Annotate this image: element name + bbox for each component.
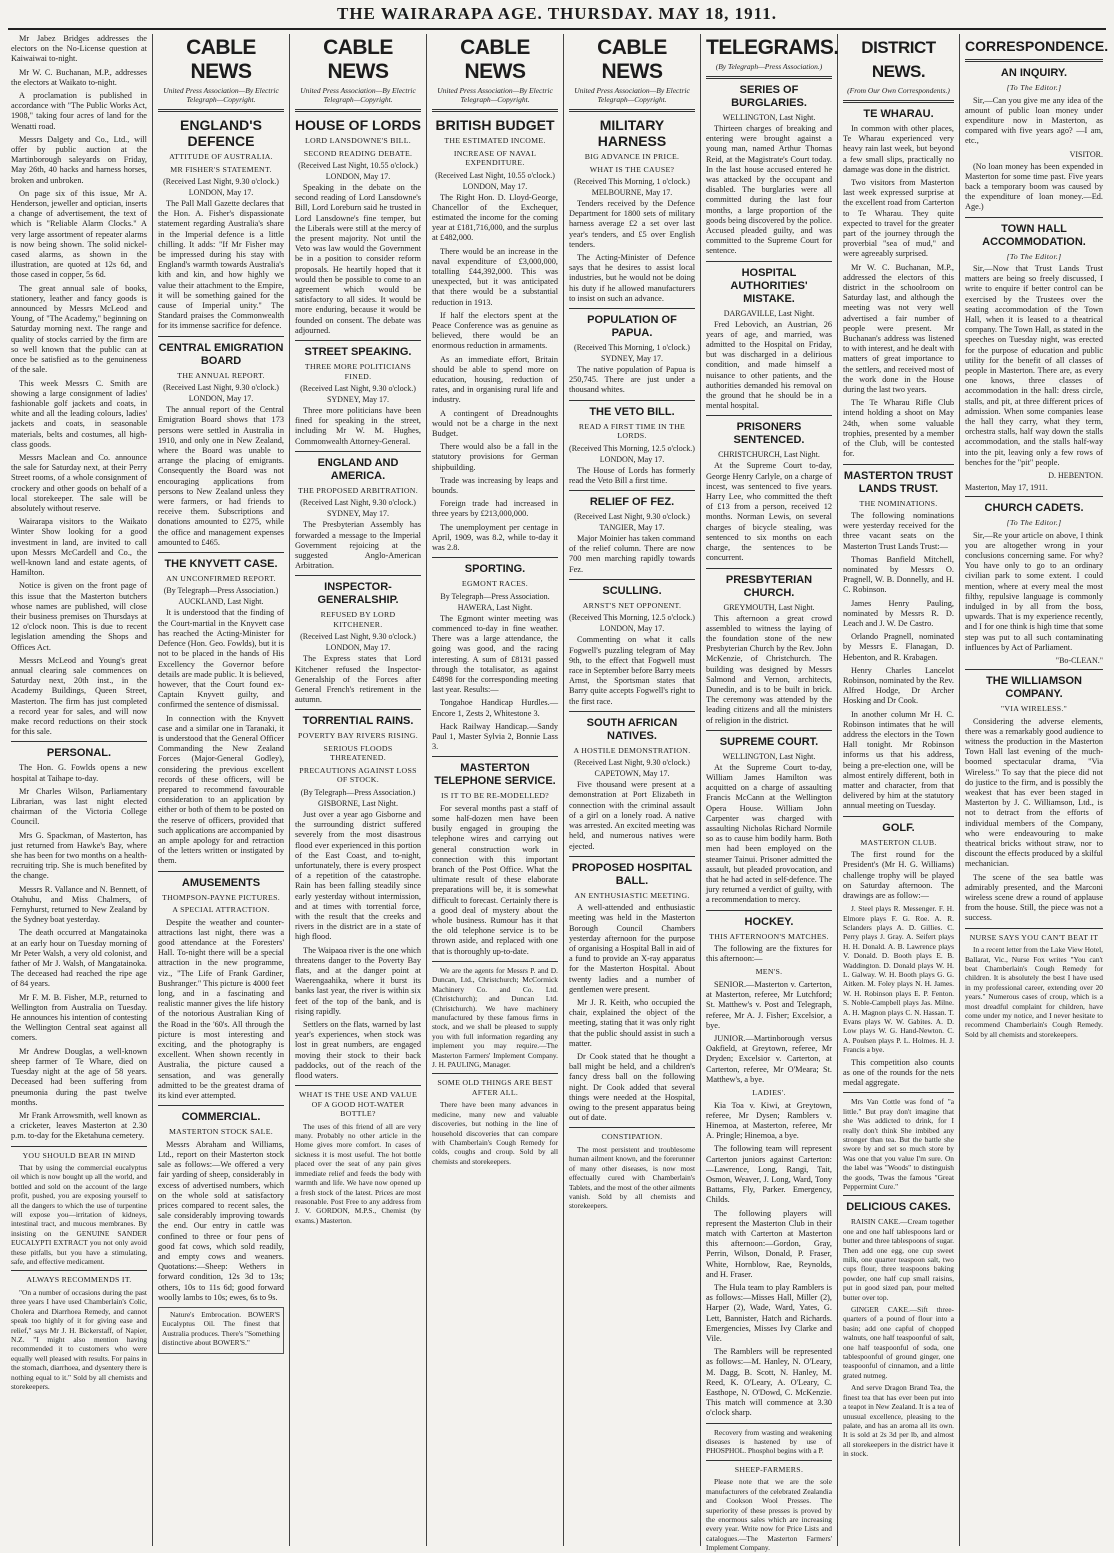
letter-body: (No loan money has been expended in Masterton for some time past. Five years back a temporary boom was caused by the expenditure of loan money.—Ed. Age.) [965,161,1103,212]
dateline: CAPETOWN, May 17. [594,769,670,779]
article-body: GINGER CAKE.—Sift three-quarters of a pound of flour into a basin; add one capful of chopped walnuts, one half teaspoonful of salt, one half teaspoonful of soda, one tablespoonful of ground ginger, one teaspoonful of cinnamon, and a little grated nutmeg. [843,1305,954,1380]
article-body: James Henry Pauling, nominated by Messrs R. D. Leach and J. W. De Castro. [843,598,954,629]
divider [295,451,421,452]
news-paragraph: Mrs G. Spackman, of Masterton, has just returned from Hawke's Bay, where she has been for two months on a health-recruiting trip. She is much benefited by the change. [11,830,147,881]
letter-signature: "Bo-CLEAN." [1055,656,1103,666]
article-subhead: AN ENTHUSIASTIC MEETING. [574,890,690,900]
article-body: For several months past a staff of some half-dozen men have been busily engaged in grouping the telephone wires and carrying out general construction work in connection with this important branch of the Post Office. What the ultimate result of these elaborate preparations will be, it is somewhat difficult to forecast. Certainly there is a good deal of mystery about the whole business. Rumour has it that the old telephone service is to be thrown aside, and replaced with one that is thoroughly up-to-date. [432,803,558,956]
article-subhead: THOMPSON-PAYNE PICTURES. [162,892,280,902]
column-local-news [6,34,153,1546]
article-headline: CHURCH CADETS. [984,502,1084,515]
article-headline: MASTERTON TRUST LANDS TRUST. [843,469,954,495]
article-headline: STREET SPEAKING. [304,346,412,359]
article-body: This afternoon a great crowd assembled to witness the laying of the foundation stone of the new Presbyterian Church by the Rev. John McKenzie, of Christchurch. The building was designed by Messrs Salmond and Vernon, architects, Dunedin, and is to be built in brick. The ceremony was attended by the leading citizens and all the ministers of religion in the district. [706,613,832,725]
divider [432,109,558,112]
dateline: LONDON, May 17. [462,181,528,191]
news-paragraph: Mr Frank Arrowsmith, well known as a cricketer, leaves Masterton at 2.30 p.m. to-day for the Eketahuna cemetery. [11,1110,147,1141]
article-body: Thomas Banfield Mitchell, nominated by Messrs O. Pragnell, W. B. Donnelly, and H. C. Robinson. [843,554,954,595]
column-banner: DISTRICT NEWS. [861,38,936,81]
received-line: (Received Last Night, 10.55 o'clock.) [435,170,555,180]
divider [158,871,284,872]
advert-text: "On a number of occasions during the past three years I have used Chamberlain's Colic, Cholera and Diarrhoea Remedy, and cannot speak too highly of it for giving ease and relief," says Mr J. H. Bickerstaff, of Napier, N.Z. "I might also mention having recommended it to customers who were equally well pleased with results. For pains in the stomach, diarrhoea, and dysentery there is nothing equal to it." Sold by all chemists and storekeepers. [11,1287,147,1392]
received-line: (Received This Morning, 12.5 o'clock.) [569,613,695,623]
article-body: The first round for the President's (Mr H. G. Williams) challenge trophy will be played on Saturday afternoon. The drawings are as follow:— [843,850,954,900]
column-banner: CABLE NEWS [460,36,530,83]
received-line: (Received Last Night, 9.30 o'clock.) [163,177,279,186]
article-body: The Presbyterian Assembly has forwarded a message to the Imperial Government rejoicing at the suggested Anglo-American Arbitration. [295,520,421,571]
divider [295,709,421,710]
article-body: Thirteen charges of breaking and entering were brought against a young man, named Arthur Thomas Reid, at the Magistrate's Court today. In the last house accused entered he was attacked by the occupant and disabled. The burglaries were all committed during the last four months, a large proportion of the goods being discovered by the police. Accused pleaded guilty, and was committed to the Supreme Court for sentence. [706,124,832,256]
dateline: LONDON, May 17. [325,643,391,653]
received-line: (Received Last Night, 9.30 o'clock.) [300,498,416,508]
received-line: (Received Last Night, 9.30 o'clock.) [574,758,690,768]
article-body: Three more politicians have been fined for speaking in the street, including Mr W. M. Hughes, Commonwealth Attorney-General. [295,406,421,446]
news-paragraph: Messrs McLeod and Young's great annual clearing sale commences on Saturday next, 20th inst., in the Academy Buildings, Queen Street, Masterton. The firm has just completed a record year for sales, and will now make record reductions on their stock for this sale. [11,655,147,737]
article-body: If half the electors spent at the Peace Conference was as genuine as believed, there would be an enormous reduction in armaments. [432,310,558,351]
section-heading-personal: PERSONAL. [46,747,112,760]
article-body: The Right Hon. D. Lloyd-George, Chancellor of the Exchequer, estimated the income for the coming year at £181,716,000, and the surplus at £482,000. [432,192,558,243]
article-headline: GOLF. [882,821,915,834]
article-body: At the Supreme Court to-day, William James Hamilton was acquitted on a charge of assaulting Francis McCann at the Wellington Opera House. William John Carpenter was charged with assaulting Nicholas Richard Normile so as to cause him bodily harm. Both men had been employed on the steamer Tainui. Prisoner admitted the assault, but pleaded provocation, and that he had acted in self-defence. The jury returned a verdict of guilty, with a recommendation to mercy. [706,762,832,905]
article-subhead: PRECAUTIONS AGAINST LOSS OF STOCK. [299,765,417,785]
article-headline: DELICIOUS CAKES. [846,1201,951,1214]
article-headline: AN INQUIRY. [1000,67,1068,79]
divider [569,579,695,580]
news-paragraph: Mr Charles Wilson, Parliamentary Librarian, was last night elected chairman of the Victoria College Council. [11,786,147,827]
article-body: Commenting on what it calls Fogwell's puzzling telegram of May 9th, to the effect that Fogwell must race in September before Barry meets Arnst, the Sportsman states that Barry quite accepts Fogwell's right to the first race. [569,635,695,706]
article-body: In common with other places, Te Wharau experienced very heavy rain last week, but beyond a few small slips, practically no damage was done in the district. [843,124,954,174]
article-subhead: INCREASE OF NAVAL EXPENDITURE. [453,148,537,167]
divider [843,1092,954,1093]
dateline: SYDNEY, May 17. [326,509,390,519]
article-body: Considering the adverse elements, there was a remarkably good audience to witness the production in the Masterton Town Hall last evening of the much-boomed spectacular drama, "Via Wireless." To say that the piece did not do justice to the firm, and is possibly the weakest that has ever been staged in Masterton by J. C. Williamson, Ltd., is not to detract from the efforts of individual members of the Company, who were endeavouring to make theatrical bricks without straw, nor to discount the effects produced by a skilful mechanician. [965,716,1103,869]
dateline: HAWERA, Last Night. [457,602,533,612]
article-body: The Ramblers will be represented as follows:—M. Hanley, N. O'Leary, M. Dagg, B. Scott, N. Hanley, M. Reed, K. O'Leary, A. O'Leary, C. Easthope, N. O'Dowd, C. McKenzie. This match will commence at 3.30 o'clock sharp. [706,1347,832,1418]
article-subhead: MEN'S. [755,967,783,977]
divider [965,496,1103,497]
divider [158,109,284,112]
article-headline: THE VETO BILL. [589,405,675,418]
advert-heading: NURSE SAYS YOU CAN'T BEAT IT [969,932,1099,942]
advert-box [158,1307,284,1354]
news-paragraph: Mr W. C. Buchanan, M.P., addresses the electors at Waikato to-night. [11,67,147,87]
article-subhead: SERIOUS FLOODS THREATENED. [323,743,393,763]
dateline: GISBORNE, Last Night. [318,798,398,808]
article-body: Mr W. C. Buchanan, M.P., addressed the electors of this district in the schoolroom on Saturday last, and although the meeting was not very well advertised a fair number of people were present. Mr Buchanan's address was listened to with interest, and he dealt with matters of great importance to the settlers, and received most of the work done in the House during the last two years. [843,262,954,395]
article-headline: TOWN HALL ACCOMMODATION. [982,222,1086,248]
article-headline: SOUTH AFRICAN NATIVES. [586,716,678,742]
article-body: The following players will represent the Masterton Club in their match with Carterton at Masterton this afternoon:—Gordon, Gray, Perrin, Wilson, Donald, P. Fraser, White, Hornblow, Rae, Reynolds, and H. Fraser. [706,1208,832,1279]
article-subhead: EGMONT RACES. [461,579,529,589]
divider [11,1146,147,1147]
letter-body: Sir,—Re your article on above, I think you are altogether wrong in your conclusions concerning same. For why? You have only to go to an ordinary civilian park to some extent. I could mention, where at every meal the most filthy, repulsive language is commonly indulged in by all from the boss, upwards. That is my experience recently, and I for one think is high time that some step was put to all such contaminating influences by Act of Parliament. [965,530,1103,652]
divider [569,109,695,112]
news-paragraph: A proclamation is published in accordance with "The Public Works Act, 1908," taking four acres of land for the Wenatti road. [11,91,147,131]
article-headline: THE WILLIAMSON COMPANY. [986,675,1082,701]
news-paragraph: This week Messrs C. Smith are showing a large consignment of ladies' fashionable golf jackets and coats, in white and all the leading colours, ladies' jackets and coats, in seasonable materials, belts and costumes, all high-class goods. [11,378,147,449]
advert-heading: YOU SHOULD BEAR IN MIND [22,1150,136,1160]
article-body: As an immediate effort, Britain should be able to spend more on education, housing, reduction of rates, and in organising rural life and industry. [432,354,558,405]
article-subhead: IS IT TO BE RE-MODELLED? [440,791,550,801]
article-subhead: A HOSTILE DEMONSTRATION. [573,745,691,755]
news-paragraph: Mr F. M. B. Fisher, M.P., returned to Wellington from Australia on Tuesday. He announces his intention of contesting the Wellington Central seat against all comers. [11,992,147,1043]
article-body: The unemployment per centage in April, 1909, was 8.2, while to-day it was 2.8. [432,522,558,552]
received-line: (Received Last Night, 10.55 o'clock.) [298,161,418,170]
article-body: Trade was increasing by leaps and bounds. [432,475,558,495]
article-body: RAISIN CAKE.—Cream together one and one half tablespoons lard or butter and three tablespoons of sugar. Then add one egg, one cup sweet milk, one quarter teaspoon salt, two cups flour, three teaspoons baking powder, one half cup small raisins, put in good sized pan, pour melted butter over top. [843,1217,954,1302]
divider [158,1105,284,1106]
divider [843,816,954,817]
article-headline: COMMERCIAL. [181,1111,261,1124]
article-body: In another column Mr H. C. Robinson intimates that he will address the electors in the Town Hall tonight. Mr Robinson informs us that his address, being a pre-election one, will be almost entirely different, both in matter and character, from that delivered by him at the statutory annual meeting on Tuesday. [843,709,954,811]
dateline: WELLINGTON, Last Night. [722,751,816,761]
advert-text: Recovery from wasting and weakening diseases is hastened by use of PHOSPHOL. Phosphol begins with a P. [706,1427,832,1456]
article-body: And serve Dragon Brand Tea, the finest tea that has ever been put into a teapot in New Zealand. It is a tea of unusual excellence, pleasing to the palate, and has an aroma all its own. It is sold at 2s 3d per lb, and almost all storekeepers in the district have it in stock. [843,1383,954,1459]
newspaper-page [6,34,1109,1553]
divider [569,856,695,857]
received-line: (Received This Morning, 1 o'clock.) [574,177,690,186]
article-body: The Egmont winter meeting was commenced to-day in fine weather. There was a large attendance, the going was good, and the racing interesting. A sum of £8131 passed through the totalisator, as against £4898 for the corresponding meeting last year. Results:— [432,613,558,695]
article-headline: SCULLING. [602,584,662,597]
article-body: Fred Lebovich, an Austrian, 26 years of age, and married, was admitted to the Hospital on Friday, but was discharged in a delirious condition, and made himself a nuisance to other patients, and the authorities demanded his removal on the ground that he should be in a mental hospital. [706,319,832,411]
dateline: SYDNEY, May 17. [600,354,664,364]
received-line: (Received Last Night, 9.30 o'clock.) [574,512,690,522]
column-district-news [838,34,960,1546]
article-headline: PROPOSED HOSPITAL BALL. [571,861,693,887]
divider [706,910,832,911]
dateline: GREYMOUTH, Last Night. [723,602,815,612]
article-body: J. Steel plays R. Messenger. F. H. Elmore plays F. G. Roe. A. R. Sclanders plays A. D. Gillies. C. Perry plays J. Gray. A. Seifert plays H. H. Donald. A. B. Lawrence plays V. Donald. D. Booth plays E. B. Waddington. D. Donald plays W. H. L. Galway. W. H. Booth plays G. G. Aitken. M. Foley plays N. H. James. W. H. Robinson plays E. P. Fenton. S. Noble-Campbell plays Jas. Milne. A. H. Magnon plays C. N. Hassan. T. Evans plays W. W. Gabites. A. D. Low plays W. G. Hand-Newton. C. A. Poulsen plays P. L. Holmes. H. J. Francis a bye. [843,904,954,1055]
article-subhead: THE ESTIMATED INCOME. [444,136,546,145]
article-subhead: ARNST'S NET OPPONENT. [582,600,682,610]
article-subhead: WHAT IS THE CAUSE? [589,164,675,174]
letter-signature: D. HEBENTON. [1048,471,1103,481]
article-body: The Hula team to play Ramblers is as follows:—Misses Hall, Miller (2), Harper (2), Wade, Ward, Yates, G. Lett, Bannister, Hatch and Richards. Emergencies, Misses Ivy Clarke and Vile. [706,1282,832,1343]
article-headline: AMUSEMENTS [181,876,261,889]
byline: (By Telegraph—Press Association.) [715,62,823,71]
news-paragraph: Wairarapa visitors to the Waikato Winter Show looking for a good investment in land, are invited to call upon Messrs McCardell and Co., the well-known land and estate agents, of Hamilton. [11,517,147,578]
letter-body: Sir,—Now that Trust Lands Trust matters are being so freely discussed, I write to enquire if better control can be exercised by the Trustees over the seating accommodation of the Town Hall, when it is leased to a theatrical company. The Town Hall, as stated in the speeches on Tuesday night, was erected for the purpose of education and public utility for the benefit of all classes of people in Masterton. There are, as every one knows, three classes of accommodation in the hall: dress circle, stalls, and pit, at three different prices of admission. When some companies lease the hall they carry, what they term, orchestra stalls, half way down the stalls accommodation, and the stalls half-way into the pit, leaving only a few rows of benches for the "pit" people. [965,264,1103,467]
dateline: LONDON, May 17. [188,188,254,197]
article-subhead: SECOND READING DEBATE. [303,148,413,158]
editor-line: [To The Editor.] [1006,518,1062,528]
article-body: A contingent of Dreadnoughts would not be a charge in the next Budget. [432,408,558,438]
divider [432,756,558,757]
article-body: Kia Toa v. Kiwi, at Greytown, referee, Mr Dysen; Ramblers v. Hinemoa, at Masterton, referee, Mr A. Pringle; Hinemoa, a bye. [706,1100,832,1141]
article-headline: ENGLAND AND AMERICA. [317,456,399,482]
received-line: (By Telegraph—Press Association.) [163,586,279,596]
divider [295,575,421,576]
dateline: CHRISTCHURCH, Last Night. [718,450,820,460]
column-telegrams [701,34,839,1553]
news-paragraph: Mr Andrew Douglas, a well-known sheep farmer of Te Whare, died on Tuesday night at the age of 58 years. Deceased had been suffering from pneumonia during the past twelve months. [11,1046,147,1107]
column-cable-news-1 [153,34,290,1546]
article-body: Settlers on the flats, warned by last year's experiences, when stock was lost in great numbers, are engaged moving their stock to their back paddocks, out of the reach of the flood waters. [295,1019,421,1080]
divider [569,711,695,712]
news-paragraph: Mr Jabez Bridges addresses the electors on the No-License question at Kaiwaiwai to-night. [11,34,147,64]
article-subhead: THE NOMINATIONS. [859,498,938,508]
article-body: At the Supreme Court to-day, George Henry Carlyle, on a charge of incest, was sentenced to five years. Harry Lee, who committed the theft of £13 from a person, received 12 months. Norman Lewis, on several charges of bicycle stealing, was sentenced to six months on each charge, the sentences to be concurrent. [706,461,832,563]
divider [843,1195,954,1196]
advert-text: We are the agents for Messrs P. and D. Duncan, Ltd., Christchurch; McCormick Machinery Co. and Co. Ltd. (Christchurch); and Duncan Ltd. (Christchurch). We have machinery manufactured by these famous firms in stock, and we shall be pleased to supply you with full information regarding any implement you may require.—The Masterton Farmers' Implement Company. J. H. PAULING, Manager. [432,965,558,1069]
article-body: This competition also counts as one of the rounds for the nets medal aggregate. [843,1057,954,1088]
article-headline: TORRENTIAL RAINS. [302,715,414,728]
article-body: Henry Charles Lancelot Robinson, nominated by the Rev. Alfred Hodge, Dr Archer Hosking and Dr Cook. [843,665,954,706]
article-body: The annual report of the Central Emigration Board shows that 173 persons were settled in Australia in 1910, and only one in New Zealand, where the Board was unable to arrange the placing of emigrants. Consequently the Board was not encouraging applications from persons to New Zealand unless they were farmers, or had friends to receive them. Subscriptions and donations amounted to £275, while the office and management expenses amounted to £465. [158,405,284,547]
article-subhead: REFUSED BY LORD KITCHENER. [320,610,396,629]
divider [706,76,832,79]
divider [432,557,558,558]
article-subhead: "VIA WIRELESS." [1000,704,1068,714]
divider [706,1460,832,1461]
article-body: SENIOR.—Masterton v. Carterton, at Masterton, referee, Mr Lutchford; St. Matthew's v. Post and Telegraph, referee, Mr A. J. Fisher; Excelsior, a bye. [706,979,832,1030]
divider [158,336,284,337]
dateline: TANGIER, May 17. [599,523,665,533]
letter-body: Sir,—Can you give me any idea of the amount of public loan money under expenditure now in Masterton, as compared with five years ago? —I am, etc., [965,95,1103,146]
article-body: The House of Lords has formerly read the Veto Bill a first time. [569,465,695,485]
byline: United Press Association—By Electric Telegraph—Copyright. [163,86,279,104]
article-body: The Pall Mall Gazette declares that the Hon. A. Fisher's dispassionate statement regarding Australia's share in the Imperial defence is a little chilling. It adds: "If Mr Fisher may be impressed during his stay with England's warmth towards Australia's kith and kin, and how highly we value their attachment to the Empire, it will be something gained for the cause of Imperial unity." The Standard praises the Commonwealth for its immense sacrifice for defence. [158,199,284,331]
article-headline: PRESBYTERIAN CHURCH. [725,573,813,599]
divider [706,261,832,262]
article-subhead: READ A FIRST TIME IN THE LORDS. [578,421,686,441]
news-paragraph: Messrs R. Vallance and N. Bennett, of Otahuhu, and Miss Chalmers, of Fernyhurst, returned to New Zealand by the Sydney boat yesterday. [11,884,147,925]
article-body: The Te Wharau Rifle Club intend holding a shoot on May 24th, when some valuable trophies, presented by a member of the Club, will be contested for. [843,398,954,459]
article-body: Despite the weather and counter-attractions last night, there was a good attendance at the Foresters' Hall. To-night there will be a special attraction in the new programme, viz., "The Life of Frank Gardiner, Bushranger." This picture is 4000 feet long, and in a fascinating and realistic manner gives the life history of the notorious Australian King of the Road in the '60's. All through the picture is most interesting and exciting, and the photography is excellent. When shown recently in Australia, the picture caused a sensation, and was generally admitted to be the greatest drama of its kind ever attempted. [158,917,284,1101]
byline: United Press Association—By Electric Telegraph—Copyright. [300,86,416,104]
article-body: The following nominations were yesterday received for the three vacant seats on the Masterton Trust Lands Trust:— [843,511,954,551]
column-banner: CABLE NEWS [323,36,393,83]
article-headline: RELIEF OF FEZ. [589,496,675,509]
column-cable-news-2 [290,34,427,1546]
article-headline: BRITISH BUDGET [435,117,555,133]
article-headline: POPULATION OF PAPUA. [587,314,677,340]
article-body: Major Moinier has taken command of the relief column. There are now 700 men marching rapidly towards Fez. [569,534,695,574]
divider [965,669,1103,670]
divider [432,961,558,962]
article-body: Tenders received by the Defence Department for 1800 sets of military harness average £2 a set over last year's tenders, and £5 over English tenders. [569,199,695,249]
divider [843,464,954,465]
news-paragraph: The Hon. G. Fowlds opens a new hospital at Taihape to-day. [11,763,147,783]
article-body: Orlando Pragnell, nominated by Messrs E. Flanagan, D. Hebenton, and R. Krabagen. [843,632,954,662]
article-body: There would also be a fall in the statutory provisions for German shipbuilding. [432,442,558,472]
article-body: A well-attended and enthusiastic meeting was held in the Masterton Borough Council Chambers yesterday afternoon for the purpose of organising a Hospital Ball in aid of a fund to provide an X-ray apparatus for the Masterton Hospital. About twenty ladies and a number of gentlemen were present. [569,903,695,994]
article-body: Speaking in the debate on the second reading of Lord Lansdowne's Bill, Lord Loreburn said he trusted in Lord Lansdowne's fine temper, but the Liberals were still at the mercy of the present majority. Not until the Veto was law would the Government be in a position to consider reform proposals. He heartily hoped that it would then be possible to come to an agreement which would be satisfactory to all sides. It would be more enduring, because it would be founded on consent. The debate was adjourned. [295,183,421,335]
divider [569,1127,695,1128]
article-headline: HOSPITAL AUTHORITIES' MISTAKE. [730,266,808,305]
article-headline: MASTERTON TELEPHONE SERVICE. [434,762,556,788]
column-banner: CABLE NEWS [597,36,667,83]
news-paragraph: On page six of this issue, Mr A. Henderson, jeweller and optician, inserts a change of advertisement, the text of which is "Reliable Alarm Clocks." A very large assortment of repeater alarms is now being shown. The solid nickel-cased alarms, as shown in the illustration, are quoted at 12s 6d, and those cased in copper, 5s 6d. [11,188,147,280]
article-body: Messrs Abraham and Williams, Ltd., report on their Masterton stock sale as follows:—We offered a very fair yarding of sheep, considerably in excess of advertised numbers, which on the whole sold at satisfactory prices compared to recent sales, the sale considerably improving towards the end. Our entry in cattle was confined to three or four pens of good fat cows, which sold readily, and empty cows and weaners. Quotations:—Sheep: Wethers in forward condition, 12s 3d to 13s; others, 10s to 11s 6d; good forward woolly lambs to 10s; ewes, 6s to 9s. [158,1139,284,1302]
article-headline: HOCKEY. [744,915,794,928]
advert-heading: ALWAYS RECOMMENDS IT. [26,1275,132,1285]
received-line: (Received Last Night, 9.30 o'clock.) [300,632,416,642]
article-headline: HOUSE OF LORDS [295,117,422,133]
dateline: SYDNEY, May 17. [326,395,390,405]
article-headline: MILITARY HARNESS [597,117,667,149]
dateline: WELLINGTON, Last Night. [722,113,816,122]
column-banner: CABLE NEWS [186,36,256,83]
news-paragraph: Messrs Dalgety and Co., Ltd., will offer by public auction at the Martinborough saleyards on Friday, May 26th, 40 hacks and harness horses, broken and unbroken. [11,134,147,185]
divider [706,415,832,416]
article-headline: SERIES OF BURGLARIES. [731,84,807,109]
article-body: It is understood that the finding of the Court-martial in the Knyvett case has reached the Acting-Minister for Defence (Hon. Geo. Fowlds), but it is not to be placed in the hands of His Excellency the Governor before details are made public. It is believed, however, that the Court found ex-Captain Knyvett guilty, and confirmed the sentence of dismissal. [158,608,284,710]
dateline: LONDON, May 17. [599,624,665,634]
article-subhead: MR FISHER'S STATEMENT. [170,164,272,174]
article-headline: PRISONERS SENTENCED. [733,421,805,447]
divider [158,552,284,553]
article-body: Tongahoe Handicap Hurdles.—Encore 1, Zests 2, Whitestone 3. [432,698,558,718]
divider [11,741,147,742]
dateline: DARGAVILLE, Last Night. [723,308,815,318]
article-body: The native population of Papua is 250,745. There are just under a thousand whites. [569,365,695,395]
byline: United Press Association—By Electric Telegraph—Copyright. [574,86,690,104]
column-banner: TELEGRAMS. [706,36,839,59]
byline: (From Our Own Correspondents.) [847,86,950,95]
article-headline: SUPREME COURT. [719,735,819,748]
received-line: (Received This Morning, 12.5 o'clock.) [569,443,695,453]
divider [706,730,832,731]
advert-text: The uses of this friend of all are very many. Probably no other article in the Home gives more comfort. In cases of sickness it is most useful. The hot bottle placed over the seat of any pain gives immediate relief and feeds the body with warmth and life. We have now opened up a fresh stock of the latest. Prices are most reasonable. Post Free to any address from J. V. GORDON, M.P.S., Chemist (by exams.) Masterton. [295,1121,421,1225]
divider [295,109,421,112]
advert-heading: SOME OLD THINGS ARE BEST AFTER ALL. [437,1078,553,1097]
dateline: LONDON, May 17. [325,172,391,181]
news-paragraph: The death occurred at Mangatainoka at an early hour on Tuesday morning of Mr Peter Walsh, a very old colonist, and father of Mr J. Walsh, of Mangatainoka. The deceased had reached the ripe age of 84 years. [11,928,147,989]
news-paragraph: The great annual sale of books, stationery, leather and fancy goods is announced by Messrs McLeod and Young, of "The Academy," beginning on Saturday morning next. The range and quality of stocks carried by the firm are so well known that the public can at once be satisfied as to the genuineness of the sale. [11,283,147,375]
masthead-title: THE WAIRARAPA AGE. THURSDAY. MAY 18, 1911. [336,4,777,23]
article-body: The Acting-Minister of Defence says that he desires to assist local industries, but he would not be doing his duty if he allowed manufacturers to insist on such an advance. [569,253,695,303]
divider [569,490,695,491]
article-headline: ENGLAND'S DEFENCE [180,117,262,149]
advert-text: Please note that we are the sole manufacturers of the celebrated Zealandia and Cookson Wool Presses. The superiority of these presses is proved by the enormous sales which are increasing every year. Write now for Price Lists and catalogues.—The Masterton Farmers' Implement Company. [706,1477,832,1553]
article-body: The following team will represent Carterton juniors against Carterton:—Lawrence, Long, Rangi, Tait, Osmon, Weaver, J. Long, Ward, Tony Battams, Fly, Parker. Emergency, Childs. [706,1144,832,1205]
article-body: The Waipaoa river is the one which threatens danger to the Poverty Bay flats, and at the danger point at Waerengaahika, where it burst its banks last year, the river is within six feet of the top of the bank, and is rising rapidly. [295,945,421,1016]
article-body: JUNIOR.—Martinborough versus Oakfield, at Greytown, referee, Mr Dryden; Excelsior v. Carterton, at Carterton, referee, Mr O'Meara; St. Matthew's, a bye. [706,1034,832,1084]
editor-line: [To The Editor.] [1006,83,1062,92]
dateline: LONDON, May 17. [188,394,254,404]
article-headline: THE KNYVETT CASE. [164,557,278,570]
advert-heading: CONSTIPATION. [601,1132,663,1142]
article-headline: SPORTING. [464,563,526,576]
news-paragraph: Messrs Maclean and Co. announce the sale for Saturday next, at their Perry Street rooms, of a whole consignment of crockery and other goods on behalf of a local storekeeper. The sale will be absolutely without reserve. [11,452,147,513]
article-body: There would be an increase in the naval expenditure of £3,000,000, totalling £44,392,000. This was unexpected, but it was anticipated that there would be a substantial reduction in 1913. [432,246,558,307]
article-subhead: AN UNCONFIRMED REPORT. [166,573,276,583]
divider [843,100,954,103]
article-body: Two visitors from Masterton last week expressed surprise at the excellent road from Carterton to Te Wharau. They quite expected to travel for the greater part of the journey through the proverbial "sea of mud," and were agreeably surprised. [843,178,954,259]
advert-text: Mrs Van Cottle was fond of "a little." But pray don't imagine that she Was addicted to drink, for I really don't think She imbibed any stronger than tea. But the battle she swore by and set so much store by Was one that you value I'm sure. On the label was "Woods" to distinguish the goods, 'Twas the famous "Great Peppermint Cure." [843,1097,954,1191]
article-body: The scene of the sea battle was admirably presented, and the Marconi wireless scene drew a round of applause from the house. Still, the piece was not a success. [965,872,1103,923]
divider [965,217,1103,218]
column-banner: CORRESPONDENCE. [965,38,1109,54]
divider [965,59,1103,62]
divider [432,1073,558,1074]
received-line: (Received Last Night, 9.30 o'clock.) [163,383,279,393]
article-subhead: THREE MORE POLITICIANS FINED. [304,362,412,381]
advert-text: In a recent letter from the Lake View Hotel, Ballarat, Vic., Nurse Fox writes "You can't beat Chamberlain's Cough Remedy for children. It is absolutely the best I have used in my professional career, extending over 20 years." Numerous cases of croup, which is a most dreadful complaint for children, have come under my notice, and I never hesitate to recommend Chamberlain's Cough Remedy. Sold by all chemists and storekeepers. [965,945,1103,1039]
divider [295,1085,421,1086]
article-subhead: LADIES'. [752,1088,786,1098]
received-line: (By Telegraph—Press Association.) [300,787,416,797]
article-subhead: MASTERTON CLUB. [860,837,937,847]
article-subhead: MASTERTON STOCK SALE. [168,1127,274,1137]
divider [569,400,695,401]
byline: United Press Association—By Electric Telegraph—Copyright. [437,86,553,104]
advert-heading: WHAT IS THE USE AND VALUE OF A GOOD HOT-WATER BOTTLE? [298,1090,418,1119]
article-subhead: THE ANNUAL REPORT. [177,370,265,380]
column-cable-news-4 [564,34,701,1546]
divider [569,308,695,309]
masthead [8,0,1106,30]
dateline: AUCKLAND, Last Night. [178,597,264,607]
divider [706,568,832,569]
article-body: The Express states that Lord Kitchener refused the Inspector-Generalship of the Forces after General French's retirement in the autumn. [295,654,421,705]
article-body: Foreign trade had increased in three years by £213,000,000. [432,499,558,519]
received-line: (Received Last Night, 9.30 o'clock.) [300,384,416,394]
column-correspondence [960,34,1108,1546]
article-subhead: THE PROPOSED ARBITRATION. [298,485,418,495]
received-line: (Received This Morning, 1 o'clock.) [574,343,690,353]
advert-text: There have been many advances in medicine, many new and valuable discoveries, but nothing in the line of household discoveries that can compare with Chamberlain's Cough Remedy for colds, coughs and croup. Sold by all chemists and storekeepers. [432,1100,558,1166]
article-headline: INSPECTOR-GENERALSHIP. [317,581,399,607]
divider [965,928,1103,929]
article-headline: CENTRAL EMIGRATION BOARD [158,341,284,367]
article-subhead: THIS AFTERNOON'S MATCHES. [709,931,829,941]
advert-heading: SHEEP-FARMERS. [734,1464,804,1474]
divider [706,1423,832,1424]
dateline: MELBOURNE, May 17. [591,188,673,197]
article-body: Hack Railway Handicap.—Sandy Paul 1, Master Sylvia 2, Bonnie Lass 3. [432,721,558,752]
article-subhead: BIG ADVANCE IN PRICE. [584,152,680,161]
editor-line: [To The Editor.] [1006,251,1062,261]
letter-signature: VISITOR. [1069,149,1103,159]
article-body: Five thousand were present at a demonstration at Port Elizabeth in connection with the criminal assault of a girl on a lonely road. A native was arrested. An excited meeting was held, and numerous natives were ejected. [569,780,695,851]
letter-date: Masterton, May 17, 1911. [965,483,1048,493]
advert-text: Nature's Embrocation. BOWER'S Eucalyptus Oil. The finest that Australia produces. There's "Something distinctive about BOWER'S." [162,1309,280,1348]
article-body: In connection with the Knyvett case and a similar one in Taranaki, it is understood that the General Officer Commanding the New Zealand Forces (Major-General Godley), considering the previous excellent records of these officers, will be prepared to recommend favourable consideration to an application by either or both of them to be posted on the reserve of officers, provided that such applications are accompanied by an ample apology for and retraction of the letters written or instigated by them. [158,713,284,866]
article-subhead: A SPECIAL ATTRACTION. [172,905,270,915]
article-subhead: POVERTY BAY RIVERS RISING. [298,731,418,741]
divider [295,340,421,341]
divider [11,1270,147,1271]
article-headline: TE WHARAU. [863,108,934,120]
advert-text: The most persistent and troublesome human ailment known, and the forerunner of many other diseases, is now most effectually cured with Chamberlain's Tablets, and the most of the other ailments vanish. Sold by all chemists and storekeepers. [569,1144,695,1211]
dateline: LONDON, May 17. [599,454,665,464]
article-subhead: LORD LANSDOWNE'S BILL. [304,136,412,145]
article-body: Just over a year ago Gisborne and the surrounding district suffered severely from the most disastrous flood ever experienced in this portion of the East Coast, and to-night, unfortunately, there is every prospect of a repetition of the catastrophe. Rain has been falling steadily since early yesterday without intermission, and at times with torrential force, with the result that the creeks and rivers in the district are in a state of high flood. [295,809,421,942]
article-body: Dr Cook stated that he thought a ball might be held, and a children's fancy dress ball on the following night. Dr Cook added that several things were needed at the Hospital, owing to the present apparatus being out of date. [569,1052,695,1123]
advert-text: That by using the commercial eucalyptus oil which is now bought up all the world, and bottled and sold on the account of the large profit, pushed, you are exposing yourself to all the dangers to which the use of turpentine will expose you—irritation of kidneys, intestinal tract, and mucous membranes. By insisting on the GENUINE SANDER EUCALYPTI EXTRACT you not only avoid these pitfalls, but you have a stimulating, safe, and effective medicament. [11,1163,147,1267]
article-body: The following are the fixtures for this afternoon:— [706,944,832,964]
article-subhead: ATTITUDE OF AUSTRALIA. [169,152,273,161]
news-paragraph: Notice is given on the front page of this issue that the Masterton butchers whose names are published, will close their business premises on Thursdays at 12 o'clock noon. This is due to recent legislation amending the Shops and Offices Act. [11,581,147,652]
column-cable-news-3 [427,34,564,1546]
article-body: Mr J. R. Keith, who occupied the chair, explained the object of the meeting, stating that it was only right that the public should assist in such a matter. [569,998,695,1048]
received-line: By Telegraph—Press Association. [440,591,550,601]
